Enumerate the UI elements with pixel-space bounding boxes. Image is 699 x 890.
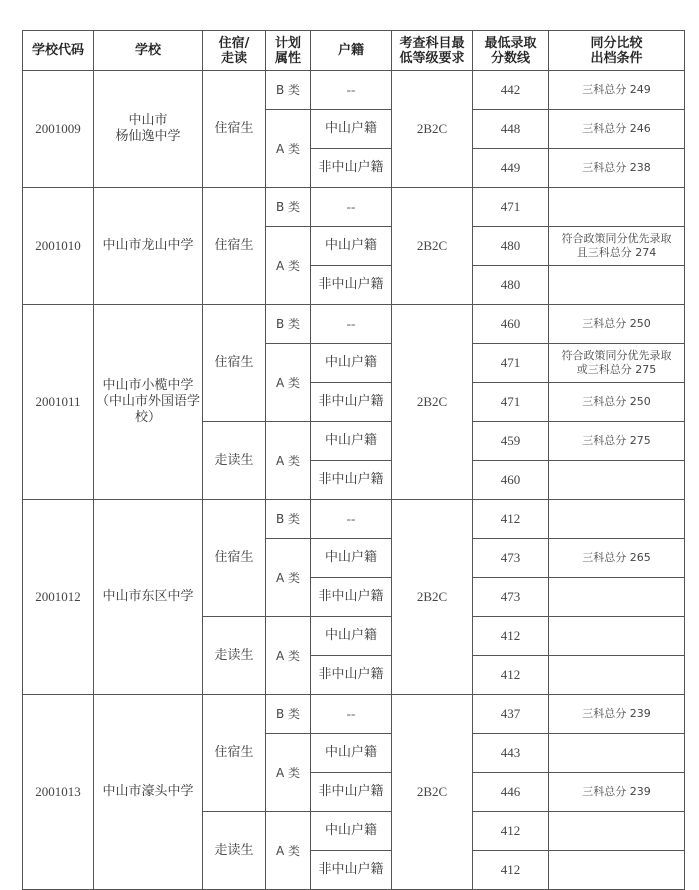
- min-score: 480: [473, 227, 549, 266]
- hukou: 非中山户籍: [311, 461, 392, 500]
- hukou: 中山户籍: [311, 227, 392, 266]
- plan-type: B 类: [266, 305, 311, 344]
- min-score: 412: [473, 500, 549, 539]
- min-score: 437: [473, 695, 549, 734]
- min-score: 412: [473, 851, 549, 890]
- header-requirement: 考查科目最 低等级要求: [392, 31, 473, 71]
- tie-condition: 符合政策同分优先录取 且三科总分 274: [549, 227, 685, 266]
- min-score: 471: [473, 344, 549, 383]
- hukou: 非中山户籍: [311, 851, 392, 890]
- tie-condition: [549, 266, 685, 305]
- plan-type: B 类: [266, 695, 311, 734]
- table-row: [23, 71, 685, 110]
- hukou: --: [311, 695, 392, 734]
- tie-condition: [549, 188, 685, 227]
- hukou: 非中山户籍: [311, 149, 392, 188]
- min-score: 442: [473, 71, 549, 110]
- hukou: 非中山户籍: [311, 773, 392, 812]
- hukou: --: [311, 71, 392, 110]
- boarding-type: 住宿生: [203, 188, 266, 305]
- header-plan: 计划 属性: [266, 31, 311, 71]
- plan-type: A 类: [266, 344, 311, 422]
- plan-type: A 类: [266, 539, 311, 617]
- header-school: 学校: [94, 31, 203, 71]
- min-score: 448: [473, 110, 549, 149]
- header-boarding: 住宿/ 走读: [203, 31, 266, 71]
- plan-type: A 类: [266, 812, 311, 890]
- school-name: 中山市濠头中学: [94, 695, 203, 890]
- tie-condition: 三科总分 238: [549, 149, 685, 188]
- school-name: 中山市龙山中学: [94, 188, 203, 305]
- table-row: [23, 188, 685, 227]
- school-code: 2001010: [23, 188, 94, 305]
- admission-score-table: [22, 30, 685, 890]
- requirement: 2B2C: [392, 695, 473, 890]
- header-school-code: 学校代码: [23, 31, 94, 71]
- plan-type: A 类: [266, 734, 311, 812]
- school-name: 中山市小榄中学 （中山市外国语学 校）: [94, 305, 203, 500]
- school-code: 2001012: [23, 500, 94, 695]
- tie-condition: 三科总分 250: [549, 383, 685, 422]
- school-code: 2001009: [23, 71, 94, 188]
- boarding-type: 走读生: [203, 812, 266, 890]
- header-tie-condition: 同分比较 出档条件: [549, 31, 685, 71]
- admission-table-container: [22, 30, 685, 890]
- hukou: 非中山户籍: [311, 383, 392, 422]
- min-score: 460: [473, 305, 549, 344]
- plan-type: B 类: [266, 500, 311, 539]
- min-score: 460: [473, 461, 549, 500]
- hukou: 中山户籍: [311, 539, 392, 578]
- requirement: 2B2C: [392, 305, 473, 500]
- min-score: 412: [473, 656, 549, 695]
- min-score: 446: [473, 773, 549, 812]
- tie-condition: [549, 500, 685, 539]
- tie-condition: 三科总分 265: [549, 539, 685, 578]
- plan-type: A 类: [266, 227, 311, 305]
- min-score: 471: [473, 383, 549, 422]
- min-score: 459: [473, 422, 549, 461]
- min-score: 412: [473, 812, 549, 851]
- tie-condition: 三科总分 239: [549, 695, 685, 734]
- tie-condition: [549, 812, 685, 851]
- hukou: 非中山户籍: [311, 578, 392, 617]
- school-name: 中山市 杨仙逸中学: [94, 71, 203, 188]
- tie-condition: 三科总分 275: [549, 422, 685, 461]
- boarding-type: 住宿生: [203, 695, 266, 812]
- table-row: [23, 695, 685, 734]
- min-score: 480: [473, 266, 549, 305]
- hukou: 非中山户籍: [311, 656, 392, 695]
- school-name: 中山市东区中学: [94, 500, 203, 695]
- plan-type: A 类: [266, 617, 311, 695]
- min-score: 473: [473, 578, 549, 617]
- table-row: [23, 500, 685, 539]
- hukou: --: [311, 305, 392, 344]
- hukou: 中山户籍: [311, 422, 392, 461]
- boarding-type: 走读生: [203, 617, 266, 695]
- plan-type: A 类: [266, 422, 311, 500]
- boarding-type: 住宿生: [203, 500, 266, 617]
- header-min-score: 最低录取 分数线: [473, 31, 549, 71]
- hukou: 非中山户籍: [311, 266, 392, 305]
- tie-condition: [549, 578, 685, 617]
- requirement: 2B2C: [392, 188, 473, 305]
- header-hukou: 户籍: [311, 31, 392, 71]
- boarding-type: 住宿生: [203, 305, 266, 422]
- requirement: 2B2C: [392, 500, 473, 695]
- tie-condition: [549, 656, 685, 695]
- hukou: 中山户籍: [311, 344, 392, 383]
- school-code: 2001011: [23, 305, 94, 500]
- hukou: --: [311, 188, 392, 227]
- tie-condition: [549, 851, 685, 890]
- school-code: 2001013: [23, 695, 94, 890]
- header-row: [23, 31, 685, 71]
- hukou: 中山户籍: [311, 617, 392, 656]
- requirement: 2B2C: [392, 71, 473, 188]
- plan-type: B 类: [266, 71, 311, 110]
- tie-condition: 三科总分 246: [549, 110, 685, 149]
- hukou: 中山户籍: [311, 110, 392, 149]
- tie-condition: [549, 617, 685, 656]
- min-score: 449: [473, 149, 549, 188]
- min-score: 412: [473, 617, 549, 656]
- hukou: 中山户籍: [311, 812, 392, 851]
- min-score: 443: [473, 734, 549, 773]
- table-row: [23, 305, 685, 344]
- tie-condition: [549, 734, 685, 773]
- min-score: 471: [473, 188, 549, 227]
- hukou: --: [311, 500, 392, 539]
- tie-condition: 符合政策同分优先录取 或三科总分 275: [549, 344, 685, 383]
- plan-type: A 类: [266, 110, 311, 188]
- tie-condition: 三科总分 250: [549, 305, 685, 344]
- hukou: 中山户籍: [311, 734, 392, 773]
- tie-condition: 三科总分 249: [549, 71, 685, 110]
- boarding-type: 走读生: [203, 422, 266, 500]
- tie-condition: 三科总分 239: [549, 773, 685, 812]
- min-score: 473: [473, 539, 549, 578]
- plan-type: B 类: [266, 188, 311, 227]
- boarding-type: 住宿生: [203, 71, 266, 188]
- tie-condition: [549, 461, 685, 500]
